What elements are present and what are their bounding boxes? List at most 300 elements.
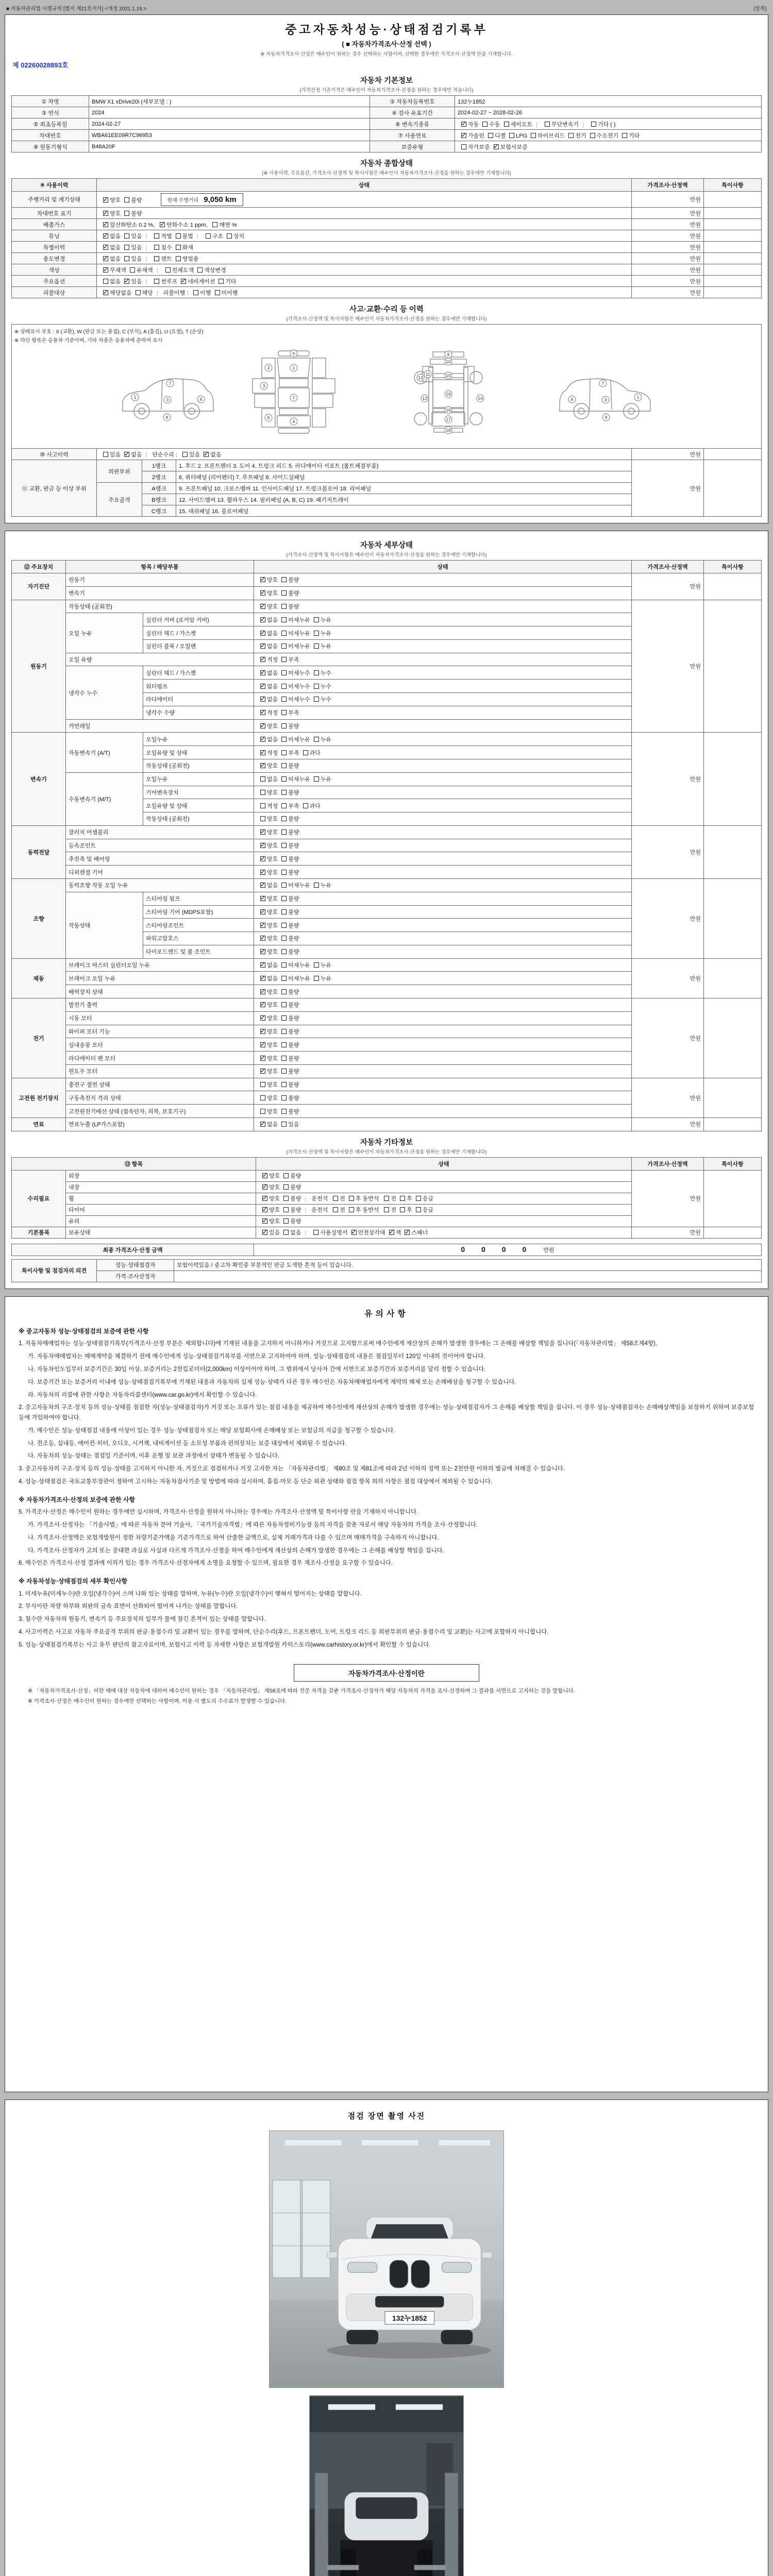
column-header: 특이사항	[704, 561, 762, 573]
state-cell	[97, 242, 632, 253]
checkbox-checked[interactable]	[260, 737, 265, 742]
checkbox-checked[interactable]	[260, 604, 265, 609]
checkbox-checked[interactable]	[204, 452, 209, 457]
checkbox-unchecked[interactable]	[314, 684, 319, 689]
price-cell: 만원	[632, 573, 704, 600]
checkbox-label: 양호	[269, 1218, 280, 1225]
checkbox-label: 있음	[131, 278, 142, 285]
checkbox-unchecked[interactable]	[281, 1069, 287, 1074]
checkbox-unchecked[interactable]	[281, 936, 287, 941]
checkbox-unchecked[interactable]	[281, 949, 287, 954]
part-name: 실린더 커버 (로커암 커버)	[143, 613, 254, 626]
checkbox-checked[interactable]	[262, 1218, 267, 1224]
checkbox-checked[interactable]	[260, 883, 265, 888]
checkbox-unchecked[interactable]	[281, 670, 287, 675]
checkbox-label: 양호	[267, 789, 278, 796]
checkbox-unchecked[interactable]	[349, 1207, 354, 1212]
checkbox-unchecked[interactable]	[281, 1082, 287, 1087]
final-price-label: 최종 가격조사·산정 금액	[12, 1244, 254, 1256]
checkbox-unchecked[interactable]	[314, 631, 319, 636]
item-name: 충전구 절연 상태	[66, 1078, 254, 1091]
checkbox-checked[interactable]	[260, 843, 265, 848]
remark-cell	[704, 192, 762, 208]
checkbox-unchecked[interactable]	[136, 290, 141, 295]
checkbox-unchecked[interactable]	[281, 710, 287, 715]
checkbox-unchecked[interactable]	[303, 803, 308, 808]
checkbox-unchecked[interactable]	[215, 290, 220, 295]
checkbox-checked[interactable]	[260, 989, 265, 994]
checkbox-checked[interactable]	[103, 267, 108, 273]
checkbox-checked[interactable]	[260, 870, 265, 875]
checkbox-unchecked[interactable]	[197, 267, 203, 273]
checkbox-unchecked[interactable]	[400, 1196, 405, 1201]
checkbox-checked[interactable]	[260, 856, 265, 861]
remark-cell	[704, 1170, 762, 1227]
checkbox-unchecked[interactable]	[590, 133, 595, 138]
column-header: ⑨ 사용이력	[12, 179, 97, 192]
checkbox-unchecked[interactable]	[281, 962, 287, 968]
state-cell	[254, 680, 632, 693]
checkbox-checked[interactable]	[103, 197, 108, 202]
checkbox-unchecked[interactable]	[545, 122, 550, 127]
state-cell	[254, 852, 632, 866]
checkbox-label: 불량	[290, 1196, 301, 1202]
remark-cell	[704, 219, 762, 230]
checkbox-unchecked[interactable]	[103, 279, 108, 284]
overall-note: (※ 사용이력, 주요옵션, 가격조사·산정액 및 특이사항은 매수인이 자동차가격조사·산정을 원하는 경우에만 기재합니다)	[262, 171, 511, 176]
checkbox-unchecked[interactable]	[281, 1002, 287, 1007]
field-value: BMW X1 xDrive20i (세부모델 : )	[89, 96, 370, 107]
checkbox-unchecked[interactable]	[212, 222, 217, 227]
checkbox-unchecked[interactable]	[281, 870, 287, 875]
checkbox-unchecked[interactable]	[281, 643, 287, 649]
checkbox-unchecked[interactable]	[281, 829, 287, 835]
svg-text:15: 15	[446, 372, 451, 378]
svg-text:9: 9	[447, 351, 450, 357]
part-name: 스티어링조인트	[143, 919, 254, 932]
checkbox-unchecked[interactable]	[281, 604, 287, 609]
field-value: B48A20F	[89, 141, 370, 152]
checkbox-label: 양호	[269, 1207, 280, 1214]
rank-name: A랭크	[142, 483, 176, 494]
checkbox-unchecked[interactable]	[314, 670, 319, 675]
checkbox-label: 렌트	[161, 256, 172, 262]
checkbox-checked[interactable]	[260, 829, 265, 835]
checkbox-unchecked[interactable]	[176, 233, 181, 239]
checkbox-label: 없음	[290, 1230, 301, 1236]
checkbox-checked[interactable]	[260, 1122, 265, 1127]
checkbox-unchecked[interactable]	[283, 1196, 289, 1201]
checkbox-checked[interactable]	[262, 1207, 267, 1212]
state-cell	[97, 230, 632, 242]
checkbox-label: 과다	[309, 803, 321, 809]
final-price-amount: 0 0 0 0	[461, 1245, 534, 1254]
opinion-text	[174, 1270, 762, 1282]
checkbox-unchecked[interactable]	[283, 1173, 289, 1178]
checkbox-label: 양호	[267, 989, 278, 995]
checkbox-checked[interactable]	[461, 122, 466, 127]
checkbox-checked[interactable]	[262, 1196, 267, 1201]
checkbox-label: 응급	[422, 1207, 433, 1214]
device-group-name: 자기진단	[12, 573, 66, 600]
accident-history-label: ⑩ 사고이력	[12, 449, 97, 460]
notice-paragraph: 라. 자동차의 리콜에 관한 사항은 자동차리콜센터(www.car.go.kr)에서 확인할 수 있습니다.	[28, 1392, 257, 1398]
price-definition-lines	[19, 1687, 754, 1706]
state-cell	[254, 919, 632, 932]
checkbox-unchecked[interactable]	[314, 697, 319, 702]
rank-parts: 1. 후드 2. 프론트펜더 3. 도어 4. 트렁크 리드 5. 라디에이터 서포트 (볼트체결부품)	[176, 460, 632, 471]
notice-items	[19, 1326, 754, 1651]
table-row	[12, 118, 762, 130]
device-group-name: 전기	[12, 998, 66, 1078]
checkbox-unchecked[interactable]	[281, 923, 287, 928]
checkbox-unchecked[interactable]	[154, 279, 159, 284]
field-value: 2024-02-27	[89, 118, 370, 130]
checkbox-label: 이행	[200, 290, 211, 296]
price-cell: 만원	[632, 600, 704, 733]
checkbox-label: 양호	[110, 197, 121, 204]
checkbox-checked[interactable]	[260, 763, 265, 768]
state-cell	[254, 600, 632, 613]
checkbox-label: 수동	[489, 121, 500, 128]
checkbox-checked[interactable]	[260, 670, 265, 675]
checkbox-unchecked[interactable]	[314, 976, 319, 981]
checkbox-unchecked[interactable]	[193, 290, 198, 295]
checkbox-checked[interactable]	[260, 976, 265, 981]
checkbox-checked[interactable]	[181, 279, 186, 284]
checkbox-checked[interactable]	[124, 452, 129, 457]
etc-note: (가격조사·산정액 및 특이사항은 매수인이 자동차가격조사·산정을 원하는 경우에만 기재합니다)	[286, 1149, 487, 1155]
checkbox-checked[interactable]	[260, 1042, 265, 1047]
checkbox-unchecked[interactable]	[281, 723, 287, 728]
checkbox-checked[interactable]	[260, 631, 265, 636]
checkbox-checked[interactable]	[405, 1230, 410, 1235]
checkbox-unchecked[interactable]	[281, 684, 287, 689]
field-value: 2024-02-27 ~ 2028-02-26	[455, 107, 762, 118]
checkbox-label: 없음	[267, 1122, 278, 1128]
checkbox-checked[interactable]	[124, 279, 129, 284]
usage-item-label: 배출가스	[12, 219, 97, 230]
checkbox-unchecked[interactable]	[281, 617, 287, 622]
group-separator: |	[582, 121, 584, 128]
checkbox-checked[interactable]	[103, 245, 108, 250]
checkbox-unchecked[interactable]	[176, 245, 181, 250]
checkbox-unchecked[interactable]	[165, 267, 171, 273]
checkbox-label: 누유	[320, 630, 332, 637]
checkbox-unchecked[interactable]	[281, 896, 287, 901]
checkbox-unchecked[interactable]	[281, 657, 287, 662]
checkbox-unchecked[interactable]	[384, 1196, 389, 1201]
checkbox-unchecked[interactable]	[206, 233, 211, 239]
usage-item-label: 주행거리 및 계기상태	[12, 192, 97, 208]
checkbox-unchecked[interactable]	[281, 1042, 287, 1047]
checkbox-checked[interactable]	[103, 233, 108, 239]
checkbox-unchecked[interactable]	[281, 737, 287, 742]
checkbox-checked[interactable]	[260, 923, 265, 928]
checkbox-unchecked[interactable]	[281, 976, 287, 981]
checkbox-unchecked[interactable]	[283, 1218, 289, 1224]
checkbox-unchecked[interactable]	[303, 750, 308, 755]
basic-info-table	[11, 95, 762, 152]
checkbox-unchecked[interactable]	[313, 1230, 318, 1235]
checkbox-checked[interactable]	[262, 1173, 267, 1178]
checkbox-unchecked[interactable]	[531, 133, 536, 138]
checkbox-unchecked[interactable]	[281, 803, 287, 808]
checkbox-unchecked[interactable]	[260, 1095, 265, 1100]
basic-info-note: (가격산정 기준가격은 매수인이 자동차가격조사·산정을 원하는 경우에만 적습니다)	[299, 88, 474, 93]
checkbox-unchecked[interactable]	[461, 144, 466, 149]
checkbox-label: 불량	[288, 1015, 299, 1022]
svg-text:1: 1	[133, 394, 137, 400]
checkbox-unchecked[interactable]	[314, 737, 319, 742]
checkbox-checked[interactable]	[260, 936, 265, 941]
checkbox-unchecked[interactable]	[281, 590, 287, 596]
checkbox-unchecked[interactable]	[568, 133, 574, 138]
checkbox-unchecked[interactable]	[314, 883, 319, 888]
checkbox-checked[interactable]	[260, 1056, 265, 1061]
checkbox-unchecked[interactable]	[260, 816, 265, 821]
checkbox-label: 불량	[288, 909, 299, 916]
checkbox-label: 부족	[288, 657, 299, 664]
rank-row	[12, 460, 762, 471]
price-cell: 만원	[632, 460, 704, 517]
table-row	[12, 287, 762, 298]
state-cell	[254, 772, 632, 786]
checkbox-label: 누유	[320, 617, 332, 623]
table-row	[12, 1170, 762, 1181]
checkbox-label: 수소전기	[596, 132, 619, 139]
checkbox-label: 전	[340, 1207, 345, 1214]
state-cell	[254, 905, 632, 919]
checkbox-unchecked[interactable]	[283, 1207, 289, 1212]
page-marker: (앞쪽)	[753, 6, 767, 12]
checkbox-unchecked[interactable]	[103, 452, 108, 457]
checkbox-unchecked[interactable]	[281, 883, 287, 888]
checkbox-unchecked[interactable]	[314, 776, 319, 782]
item-name: 구동축전지 격리 상태	[66, 1091, 254, 1105]
checkbox-unchecked[interactable]	[281, 631, 287, 636]
checkbox-unchecked[interactable]	[333, 1196, 338, 1201]
checkbox-checked[interactable]	[103, 222, 108, 227]
notice-paragraph: 2. 중고자동차의 구조·장치 등의 성능·상태를 점검한 자(성능·상태점검자)가 거짓 또는 오류가 있는 점검 내용을 제공하여 매수인에게 재산상의 손해가 발생한 경우에는 성능·상태점검자가 그 손해를 배상할 책임을 집니다. 이 경우 성능·상태점검자는 손해배상책임을 보장하기 위하여 보증보험 등에 가입하여야 합니다.	[19, 1404, 754, 1421]
checkbox-label: 색상변경	[204, 267, 226, 274]
part-name: 실린더 블록 / 오일팬	[143, 639, 254, 653]
checkbox-unchecked[interactable]	[281, 697, 287, 702]
checkbox-unchecked[interactable]	[260, 776, 265, 782]
part-name: 오일누유	[143, 772, 254, 786]
checkbox-checked[interactable]	[260, 1069, 265, 1074]
checkbox-unchecked[interactable]	[182, 452, 188, 457]
checkbox-label: 양호	[267, 763, 278, 770]
checkbox-unchecked[interactable]	[349, 1196, 354, 1201]
column-header: 특이사항	[704, 179, 762, 192]
checkbox-checked[interactable]	[260, 590, 265, 596]
checkbox-checked[interactable]	[260, 657, 265, 662]
item-name: 라디에이터 팬 모터	[66, 1052, 254, 1065]
state-cell	[254, 746, 632, 759]
checkbox-unchecked[interactable]	[281, 776, 287, 782]
item-name: 실내송풍 모터	[66, 1038, 254, 1052]
checkbox-unchecked[interactable]	[504, 122, 509, 127]
checkbox-unchecked[interactable]	[124, 245, 129, 250]
checkbox-label: 양호	[267, 1002, 278, 1009]
checkbox-unchecked[interactable]	[281, 577, 287, 582]
detail-table	[11, 560, 762, 1131]
checkbox-unchecked[interactable]	[281, 909, 287, 914]
state-cell	[97, 219, 632, 230]
checkbox-unchecked[interactable]	[260, 1082, 265, 1087]
checkbox-unchecked[interactable]	[622, 133, 627, 138]
checkbox-unchecked[interactable]	[416, 1196, 421, 1201]
checkbox-label: 불량	[290, 1207, 301, 1214]
checkbox-label: 있음	[269, 1230, 280, 1236]
remark-cell	[704, 878, 762, 958]
checkbox-checked[interactable]	[260, 697, 265, 702]
checkbox-label: 불량	[288, 577, 299, 584]
svg-text:7: 7	[169, 380, 172, 386]
checkbox-checked[interactable]	[260, 617, 265, 622]
checkbox-unchecked[interactable]	[219, 279, 224, 284]
checkbox-checked[interactable]	[262, 1184, 267, 1190]
checkbox-unchecked[interactable]	[281, 816, 287, 821]
checkbox-unchecked[interactable]	[281, 989, 287, 994]
checkbox-unchecked[interactable]	[281, 790, 287, 795]
checkbox-unchecked[interactable]	[384, 1207, 389, 1212]
remark-cell	[704, 449, 762, 460]
checkbox-unchecked[interactable]	[260, 803, 265, 808]
state-cell	[254, 945, 632, 958]
table-row	[12, 130, 762, 141]
checkbox-unchecked[interactable]	[283, 1184, 289, 1190]
state-cell	[97, 192, 632, 208]
checkbox-checked[interactable]	[260, 1015, 265, 1021]
field-value: 132누1852	[455, 96, 762, 107]
field-value: WBA61EE09R7C96953	[89, 130, 370, 141]
checkbox-checked[interactable]	[351, 1230, 357, 1235]
checkbox-unchecked[interactable]	[333, 1207, 338, 1212]
checkbox-unchecked[interactable]	[591, 122, 596, 127]
checkbox-unchecked[interactable]	[281, 856, 287, 861]
checkbox-unchecked[interactable]	[482, 122, 488, 127]
checkbox-label: 가솔린	[468, 132, 484, 139]
checkbox-unchecked[interactable]	[314, 962, 319, 968]
checkbox-checked[interactable]	[260, 909, 265, 914]
checkbox-checked[interactable]	[103, 290, 108, 295]
checkbox-label: 양호	[267, 843, 278, 850]
checkbox-checked[interactable]	[160, 222, 165, 227]
checkbox-checked[interactable]	[260, 710, 265, 715]
item-name: 커먼레일	[66, 719, 254, 733]
car-diagrams	[14, 345, 759, 447]
checkbox-unchecked[interactable]	[260, 1109, 265, 1114]
checkbox-unchecked[interactable]	[124, 211, 129, 216]
checkbox-unchecked[interactable]	[314, 617, 319, 622]
notice-paragraph: 4. 사고이력은 사고로 자동차 주요골격 부위의 판금·용접수리 및 교환이 있는 경우를 말하며, 단순수리(후드, 프론트펜더, 도어, 트렁크 리드 등 외판부위의 판금·용접수리 및 교환)는 사고에 포함하지 아니합니다.	[19, 1629, 549, 1635]
etc-table	[11, 1157, 762, 1239]
detail-title: 자동차 세부상태	[360, 541, 413, 550]
checkbox-checked[interactable]	[494, 144, 499, 149]
checkbox-label: 양호	[267, 869, 278, 876]
checkbox-checked[interactable]	[389, 1230, 394, 1235]
state-cell	[254, 1064, 632, 1078]
checkbox-unchecked[interactable]	[416, 1207, 421, 1212]
checkbox-checked[interactable]	[260, 577, 265, 582]
checkbox-unchecked[interactable]	[488, 133, 493, 138]
checkbox-checked[interactable]	[262, 1230, 267, 1235]
checkbox-unchecked[interactable]	[281, 843, 287, 848]
checkbox-label: 양호	[267, 1015, 278, 1022]
checkbox-unchecked[interactable]	[281, 750, 287, 755]
checkbox-label: 없음	[267, 683, 278, 690]
item-name: 클러치 어셈블리	[66, 825, 254, 839]
checkbox-unchecked[interactable]	[281, 1056, 287, 1061]
checkbox-checked[interactable]	[260, 750, 265, 755]
checkbox-unchecked[interactable]	[281, 1095, 287, 1100]
checkbox-label: 불량	[290, 1218, 301, 1225]
checkbox-checked[interactable]	[260, 896, 265, 901]
checkbox-unchecked[interactable]	[154, 233, 159, 239]
checkbox-unchecked[interactable]	[260, 790, 265, 795]
checkbox-unchecked[interactable]	[281, 1015, 287, 1021]
checkbox-label: 보험사보증	[500, 144, 528, 150]
checkbox-label: 불량	[288, 936, 299, 942]
checkbox-unchecked[interactable]	[124, 233, 129, 239]
checkbox-checked[interactable]	[260, 643, 265, 649]
checkbox-unchecked[interactable]	[154, 245, 159, 250]
final-price-row	[12, 1244, 762, 1256]
checkbox-label: 불량	[288, 789, 299, 796]
state-cell	[254, 1038, 632, 1052]
checkbox-unchecked[interactable]	[281, 763, 287, 768]
checkbox-unchecked[interactable]	[400, 1207, 405, 1212]
checkbox-unchecked[interactable]	[281, 1109, 287, 1114]
section-main-form	[5, 14, 768, 523]
field-label: ⑥ 변속기종류	[370, 118, 455, 130]
checkbox-checked[interactable]	[103, 211, 108, 216]
checkbox-checked[interactable]	[103, 256, 108, 261]
checkbox-unchecked[interactable]	[509, 133, 514, 138]
checkbox-unchecked[interactable]	[283, 1230, 289, 1235]
checkbox-unchecked[interactable]	[124, 256, 129, 261]
checkbox-unchecked[interactable]	[130, 267, 135, 273]
remark-cell	[704, 242, 762, 253]
checkbox-label: 양호	[267, 856, 278, 862]
checkbox-unchecked[interactable]	[154, 256, 159, 261]
checkbox-unchecked[interactable]	[314, 643, 319, 649]
checkbox-unchecked[interactable]	[281, 1029, 287, 1034]
checkbox-checked[interactable]	[260, 1029, 265, 1034]
checkbox-unchecked[interactable]	[227, 233, 232, 239]
checkbox-label: 부족	[288, 710, 299, 717]
checkbox-checked[interactable]	[461, 133, 466, 138]
checkbox-unchecked[interactable]	[124, 197, 129, 202]
item-name: 브레이크 오일 누유	[66, 972, 254, 985]
overall-title: 자동차 종합상태	[360, 160, 413, 168]
state-cell	[254, 653, 632, 666]
checkbox-checked[interactable]	[260, 723, 265, 728]
checkbox-checked[interactable]	[260, 684, 265, 689]
checkbox-label: 전	[391, 1207, 397, 1214]
checkbox-checked[interactable]	[260, 962, 265, 968]
checkbox-unchecked[interactable]	[176, 256, 181, 261]
column-header: 상태	[254, 561, 632, 573]
checkbox-checked[interactable]	[260, 949, 265, 954]
checkbox-unchecked[interactable]	[281, 1122, 287, 1127]
checkbox-label: 기타	[597, 121, 609, 128]
table-row	[12, 600, 762, 613]
state-cell	[254, 892, 632, 905]
checkbox-checked[interactable]	[260, 1002, 265, 1007]
